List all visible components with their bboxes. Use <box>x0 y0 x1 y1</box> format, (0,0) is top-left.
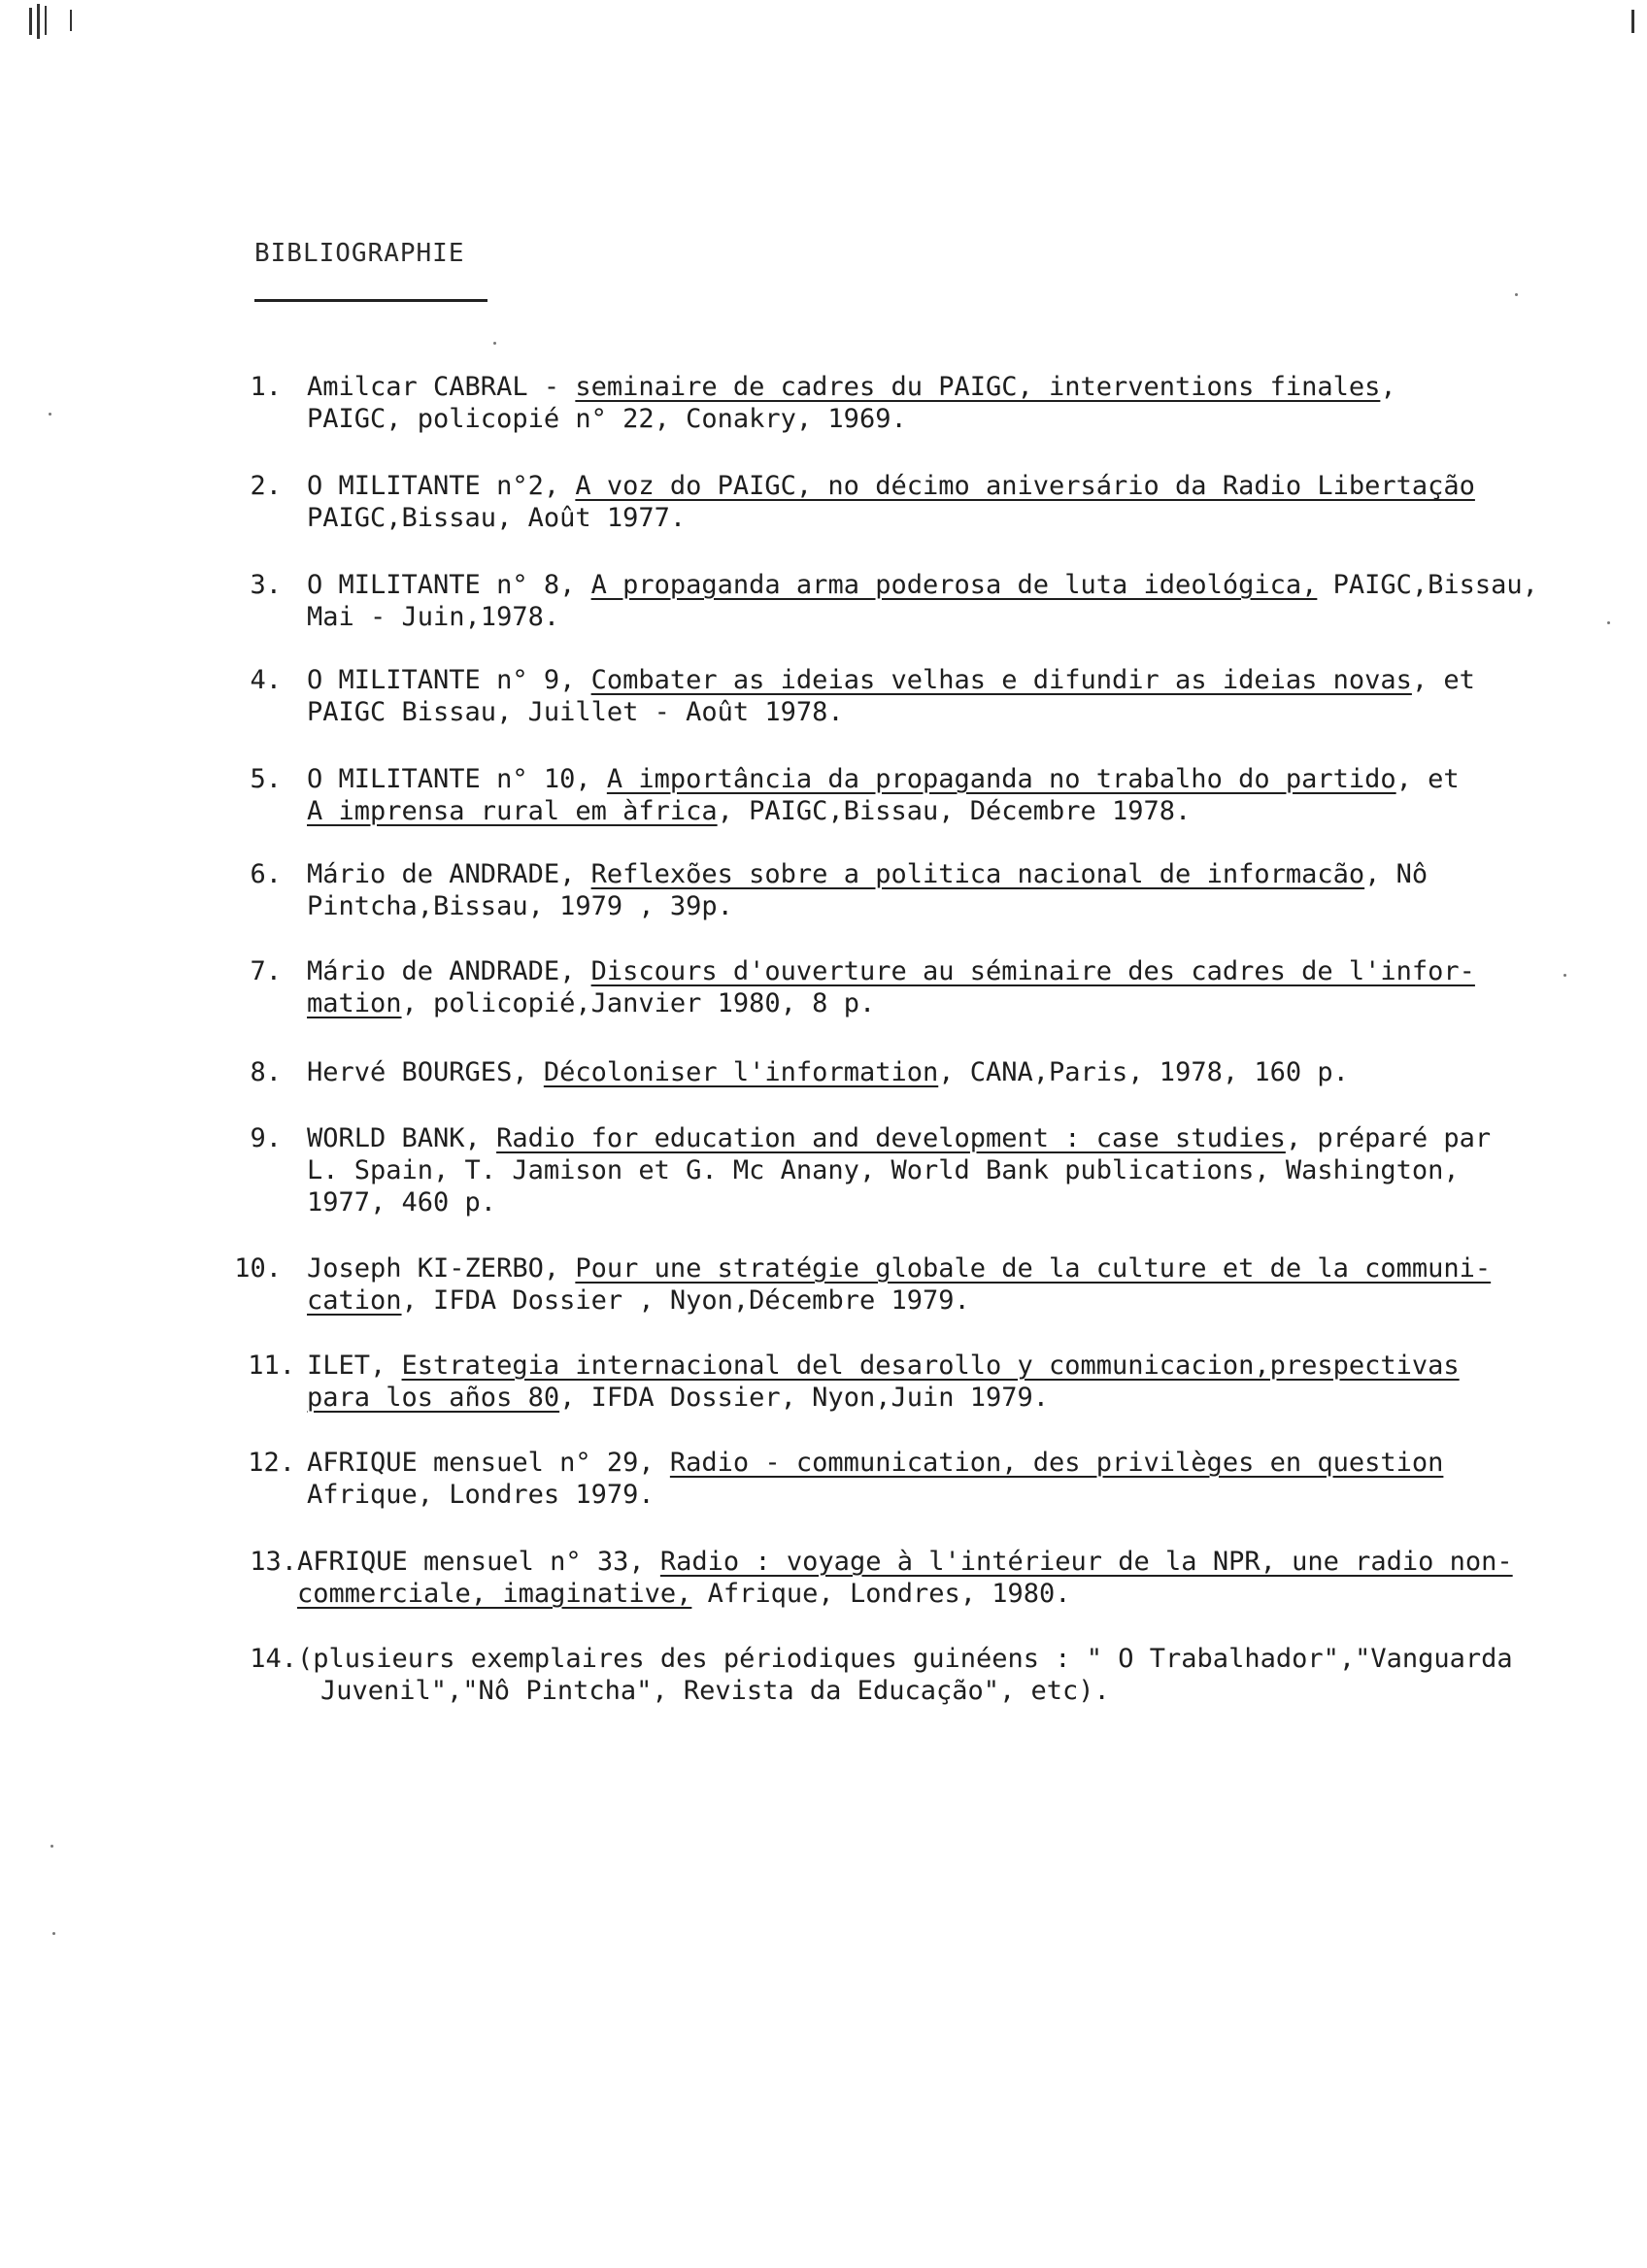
scan-mark <box>37 4 40 39</box>
entry-line-2: PAIGC, policopié n° 22, Conakry, 1969. <box>307 404 907 434</box>
entry-line-3: 1977, 460 p. <box>307 1187 497 1217</box>
scan-mark <box>70 10 72 31</box>
entry-number: 8. <box>250 1057 282 1087</box>
entry-number: 4. <box>250 665 282 695</box>
entry-line-2: Juvenil","Nô Pintcha", Revista da Educação", etc). <box>320 1676 1110 1706</box>
entry-title: Reflexões sobre a politica nacional de informacão <box>590 859 1365 889</box>
scan-mark <box>45 6 47 35</box>
entry-number: 12. <box>248 1448 295 1478</box>
entry-title: Radio for education and development : case studies <box>496 1123 1286 1153</box>
scan-speck <box>49 413 51 416</box>
entry-line-1: Mário de ANDRADE, Discours d'ouverture au séminaire des cadres de l'infor- <box>307 956 1475 986</box>
entry-title: Combater as ideias velhas e difundir as ideias novas <box>590 665 1412 695</box>
entry-number: 11. <box>248 1351 295 1381</box>
entry-line-2: Afrique, Londres 1979. <box>307 1480 655 1510</box>
entry-title: Pour une stratégie globale de la culture et de la communi- <box>575 1253 1492 1284</box>
entry-number: 2. <box>250 471 282 501</box>
title-underline <box>254 299 487 302</box>
entry-title: para los años 80 <box>307 1383 560 1413</box>
entry-title: A voz do PAIGC, no décimo aniversário da Radio Libertação <box>575 471 1475 501</box>
entry-line-2: L. Spain, T. Jamison et G. Mc Anany, World Bank publications, Washington, <box>307 1155 1460 1185</box>
entry-line-2: PAIGC,Bissau, Août 1977. <box>307 503 687 533</box>
entry-number: 5. <box>250 764 282 794</box>
entry-number: 3. <box>250 570 282 600</box>
entry-number: 7. <box>250 956 282 986</box>
entry-line-2: Pintcha,Bissau, 1979 , 39p. <box>307 891 733 921</box>
entry-number: 10. <box>234 1253 282 1284</box>
entry-line-2: mation, policopié,Janvier 1980, 8 p. <box>307 988 876 1018</box>
entry-title: Décoloniser l'information <box>543 1057 939 1087</box>
entry-line-2: Mai - Juin,1978. <box>307 602 560 632</box>
scan-mark <box>1631 10 1634 33</box>
entry-title: Radio - communication, des privilèges en question <box>669 1448 1444 1478</box>
entry-title: A importância da propaganda no trabalho do partido <box>606 764 1396 794</box>
entry-line-1: O MILITANTE n° 10, A importância da propaganda no trabalho do partido, et <box>307 764 1460 794</box>
entry-line-2: PAIGC Bissau, Juillet - Août 1978. <box>307 697 844 727</box>
scan-speck <box>52 1932 55 1935</box>
entry-title: seminaire de cadres du PAIGC, interventions finales <box>575 372 1381 402</box>
scan-speck <box>1515 293 1518 296</box>
entry-line-1: O MILITANTE n° 8, A propaganda arma poderosa de luta ideológica, PAIGC,Bissau, <box>307 570 1538 600</box>
scan-speck <box>50 1845 53 1848</box>
entry-line-1: ILET, Estrategia internacional del desarollo y communicacion,prespectivas <box>307 1351 1460 1381</box>
entry-line-1: O MILITANTE n°2, A voz do PAIGC, no décimo aniversário da Radio Libertação <box>307 471 1475 501</box>
entry-line-1: Mário de ANDRADE, Reflexões sobre a politica nacional de informacão, Nô <box>307 859 1429 889</box>
entry-title: commerciale, imaginative, <box>297 1579 692 1609</box>
entry-number: 13. <box>250 1547 297 1577</box>
entry-number: 6. <box>250 859 282 889</box>
page-title: BIBLIOGRAPHIE <box>254 239 465 268</box>
scan-speck <box>1563 974 1566 977</box>
entry-title: cation <box>307 1285 402 1316</box>
entry-line-1: (plusieurs exemplaires des périodiques guinéens : " O Trabalhador","Vanguarda <box>297 1644 1513 1674</box>
entry-title: Discours d'ouverture au séminaire des cadres de l'infor- <box>590 956 1475 986</box>
entry-number: 1. <box>250 372 282 402</box>
entry-line-2: cation, IFDA Dossier , Nyon,Décembre 1979. <box>307 1285 970 1316</box>
entry-line-2: commerciale, imaginative, Afrique, Londres, 1980. <box>297 1579 1071 1609</box>
entry-line-1: AFRIQUE mensuel n° 33, Radio : voyage à l'intérieur de la NPR, une radio non- <box>297 1547 1513 1577</box>
entry-line-1: Hervé BOURGES, Décoloniser l'information, CANA,Paris, 1978, 160 p. <box>307 1057 1349 1087</box>
entry-number: 14. <box>250 1644 297 1674</box>
entry-title: Radio : voyage à l'intérieur de la NPR, une radio non- <box>659 1547 1513 1577</box>
entry-number: 9. <box>250 1123 282 1153</box>
scan-speck <box>493 342 496 345</box>
entry-line-1: O MILITANTE n° 9, Combater as ideias velhas e difundir as ideias novas, et <box>307 665 1475 695</box>
entry-line-2: A imprensa rural em àfrica, PAIGC,Bissau, Décembre 1978. <box>307 796 1192 826</box>
entry-title: A propaganda arma poderosa de luta ideológica, <box>590 570 1318 600</box>
entry-line-1: WORLD BANK, Radio for education and development : case studies, préparé par <box>307 1123 1492 1153</box>
entry-title: A imprensa rural em àfrica <box>307 796 718 826</box>
entry-title: mation <box>307 988 402 1018</box>
entry-title: Estrategia internacional del desarollo y communicacion,prespectivas <box>401 1351 1460 1381</box>
entry-line-2: para los años 80, IFDA Dossier, Nyon,Juin 1979. <box>307 1383 1050 1413</box>
scan-speck <box>1607 621 1610 624</box>
scan-mark <box>29 8 32 35</box>
entry-line-1: Joseph KI-ZERBO, Pour une stratégie globale de la culture et de la communi- <box>307 1253 1492 1284</box>
entry-line-1: AFRIQUE mensuel n° 29, Radio - communication, des privilèges en question <box>307 1448 1444 1478</box>
entry-line-1: Amilcar CABRAL - seminaire de cadres du PAIGC, interventions finales, <box>307 372 1396 402</box>
